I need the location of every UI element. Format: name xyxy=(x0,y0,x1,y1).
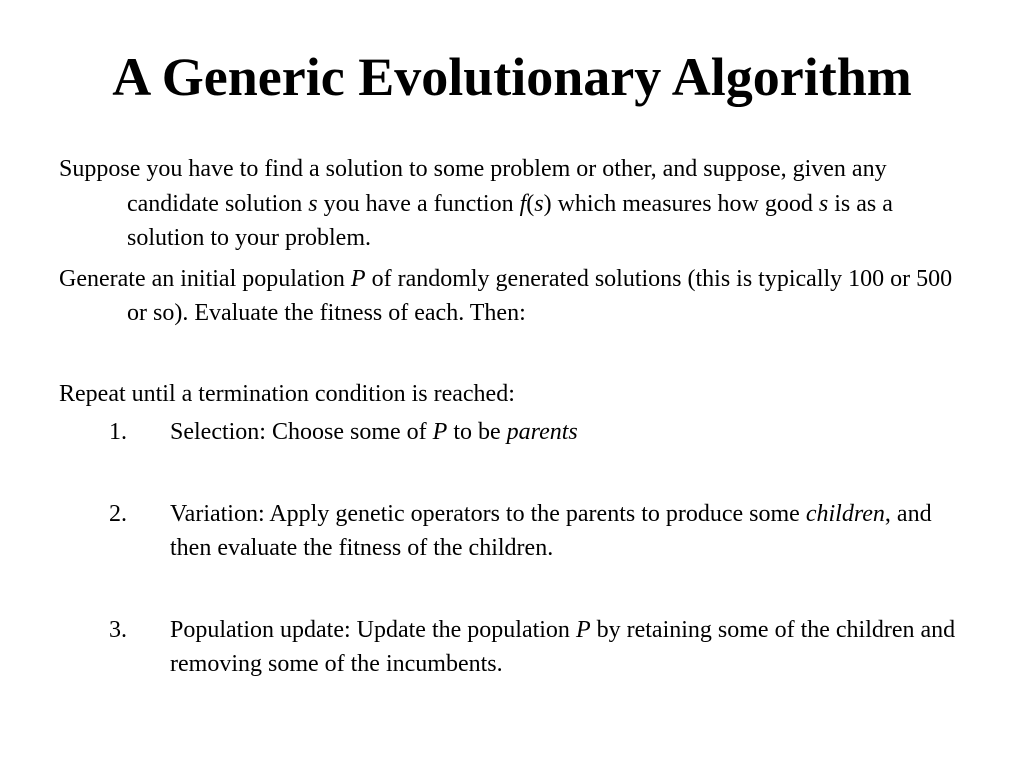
step-variation xyxy=(59,497,959,566)
intro-symbol-s: s xyxy=(308,190,318,217)
step-text: Variation: Apply genetic operators to the parents to produce some xyxy=(170,500,806,527)
generate-text-1: Generate an initial population xyxy=(59,265,351,292)
generate-paragraph xyxy=(59,262,959,331)
intro-paren: ( xyxy=(526,190,535,217)
step-emphasis-parents: parents xyxy=(506,419,578,445)
step-text: , and then evaluate the fitness of the children. xyxy=(170,500,932,561)
intro-paragraph xyxy=(59,152,959,256)
intro-text-2: you have a function xyxy=(317,190,520,217)
step-text: Selection: Choose some of xyxy=(170,419,433,445)
step-symbol-p: P xyxy=(575,616,591,643)
generate-symbol-p: P xyxy=(350,265,366,292)
step-number: 2. xyxy=(109,500,127,527)
slide-body xyxy=(59,152,959,682)
steps-list xyxy=(59,415,959,682)
step-text: by retaining some of the children and removing some of the incumbents. xyxy=(170,616,956,677)
step-emphasis-children: children xyxy=(805,500,885,527)
step-text: Population update: Update the population xyxy=(170,616,576,643)
repeat-paragraph: Repeat until a termination condition is reached: xyxy=(59,380,515,407)
intro-text-3: ) which measures how good xyxy=(543,190,819,217)
step-number: 3. xyxy=(109,616,127,643)
step-number: 1. xyxy=(109,419,127,445)
step-text: to be xyxy=(447,419,507,445)
step-symbol-p: P xyxy=(432,419,448,445)
intro-symbol-f: f xyxy=(519,190,527,217)
step-selection xyxy=(59,415,959,450)
intro-text-1: Suppose you have to find a solution to some problem or other, and suppose, given any candidate solution xyxy=(59,156,887,217)
slide-title: A Generic Evolutionary Algorithm xyxy=(112,47,912,107)
intro-symbol-s-2: s xyxy=(818,190,829,217)
generate-text-2: of randomly generated solutions (this is typically 100 or 500 or so). Evaluate the fitness of each. Then: xyxy=(127,265,953,326)
intro-text-4: is as a solution to your problem. xyxy=(127,190,893,251)
step-population-update xyxy=(59,613,959,682)
intro-symbol-s-arg: s xyxy=(534,190,544,217)
